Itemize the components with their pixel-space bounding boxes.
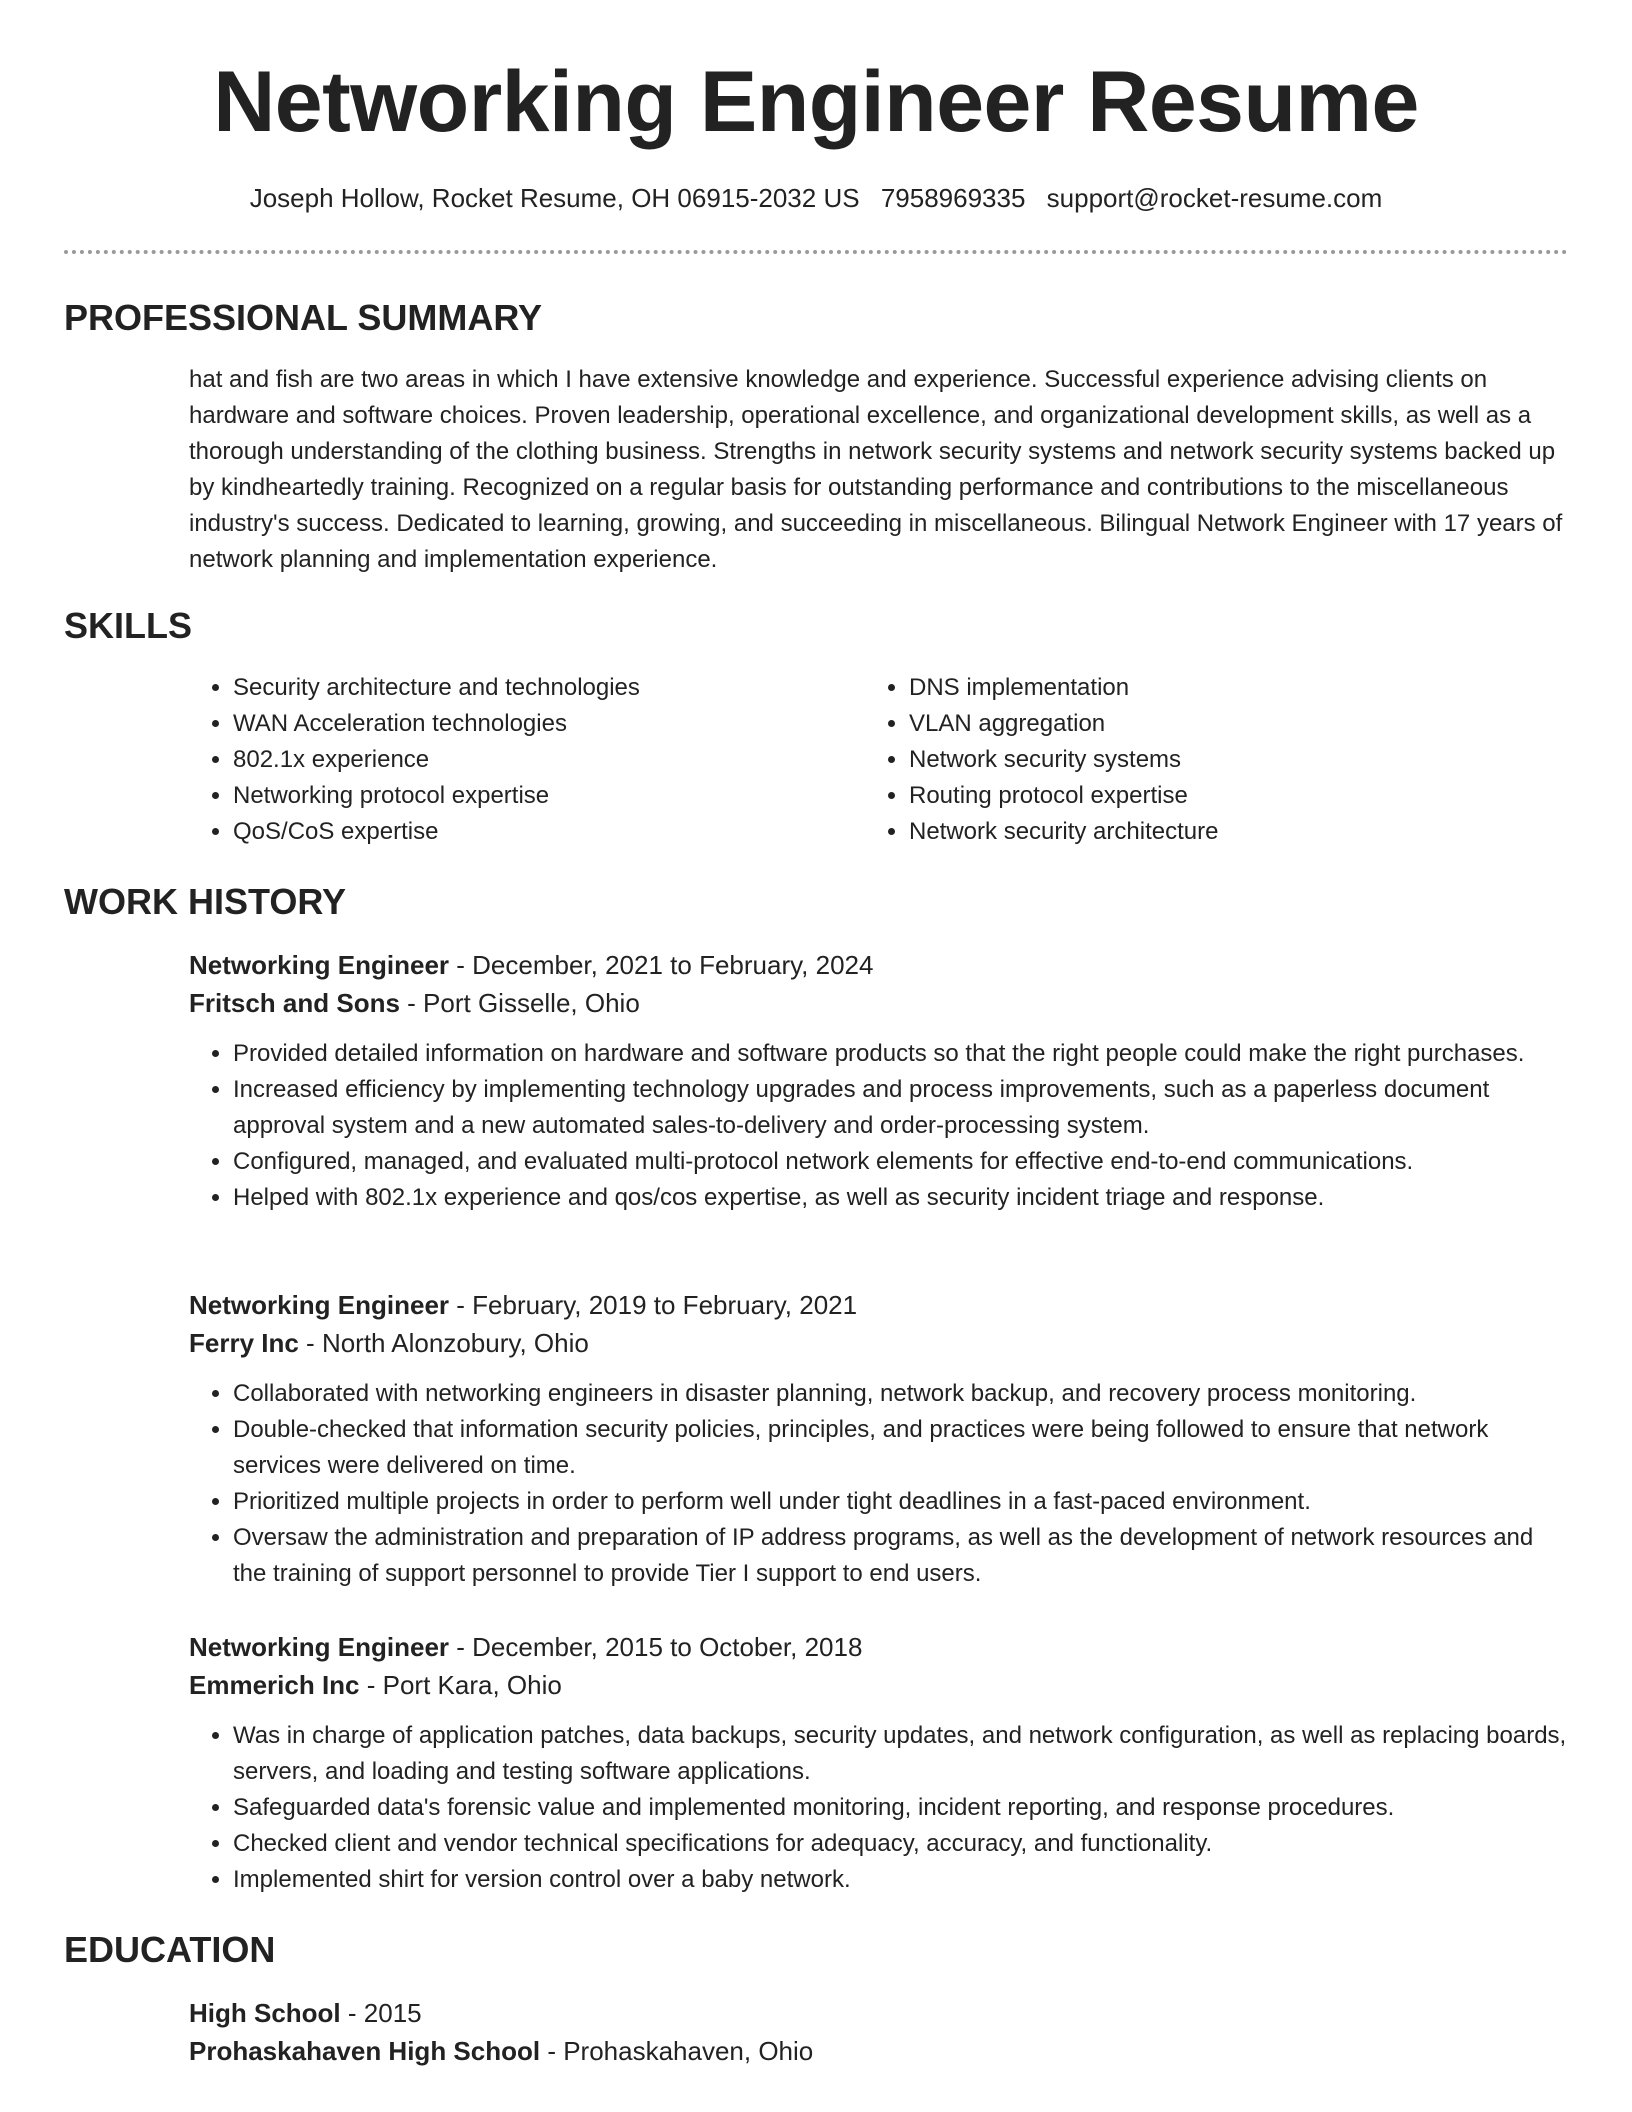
summary-block	[189, 362, 1569, 578]
job-dates: December, 2015 to October, 2018	[472, 1632, 863, 1662]
job-title-line	[189, 1628, 1569, 1666]
job-company: Fritsch and Sons	[189, 988, 400, 1018]
job-dates: December, 2021 to February, 2024	[472, 950, 874, 980]
job-title: Networking Engineer	[189, 950, 450, 980]
skills-list-right	[865, 670, 1218, 850]
skill-item: • VLAN aggregation	[909, 706, 1218, 742]
job-bullet: • Oversaw the administration and preparation of IP address programs, as well as the development of network resources and the training of support personnel to provide Tier I support to end users.	[233, 1520, 1569, 1592]
skill-item: • Network security architecture	[909, 814, 1218, 850]
job-title-line	[189, 1286, 1569, 1324]
job-entry	[189, 1286, 1569, 1592]
contact-phone: 7958969335	[880, 183, 1026, 213]
job-location: North Alonzobury, Ohio	[321, 1328, 589, 1358]
contact-address: Joseph Hollow, Rocket Resume, OH 06915-2032 US	[249, 183, 860, 213]
job-bullet: • Was in charge of application patches, data backups, security updates, and network configuration, as well as replacing boards, servers, and loading and testing software applications.	[233, 1718, 1569, 1790]
separator: -	[399, 988, 424, 1018]
job-location: Port Gisselle, Ohio	[423, 988, 640, 1018]
skill-item: • Routing protocol expertise	[909, 778, 1218, 814]
job-bullet: • Implemented shirt for version control over a baby network.	[233, 1862, 1569, 1898]
header-divider	[64, 250, 1568, 254]
education-school: Prohaskahaven High School	[189, 2036, 541, 2066]
skill-item: • Networking protocol expertise	[233, 778, 640, 814]
job-company: Ferry Inc	[189, 1328, 299, 1358]
education-year: 2015	[363, 1998, 422, 2028]
skill-item: • DNS implementation	[909, 670, 1218, 706]
job-bullets	[189, 1376, 1569, 1592]
separator: -	[449, 950, 473, 980]
job-bullet: • Checked client and vendor technical specifications for adequacy, accuracy, and functionality.	[233, 1826, 1569, 1862]
job-bullet: • Increased efficiency by implementing technology upgrades and process improvements, such as a paperless document approval system and a new automated sales-to-delivery and order-processing system.	[233, 1072, 1569, 1144]
job-bullets	[189, 1036, 1569, 1216]
job-bullet: • Configured, managed, and evaluated multi-protocol network elements for effective end-to-end communications.	[233, 1144, 1569, 1180]
separator: -	[298, 1328, 322, 1358]
contact-email[interactable]: support@rocket-resume.com	[1046, 183, 1383, 213]
job-entry	[189, 1628, 1569, 1898]
separator: -	[540, 2036, 564, 2066]
job-bullet: • Safeguarded data's forensic value and implemented monitoring, incident reporting, and response procedures.	[233, 1790, 1569, 1826]
job-bullet: • Provided detailed information on hardware and software products so that the right people could make the right purchases.	[233, 1036, 1569, 1072]
job-dates: February, 2019 to February, 2021	[472, 1290, 858, 1320]
job-company: Emmerich Inc	[189, 1670, 360, 1700]
skill-item: • WAN Acceleration technologies	[233, 706, 640, 742]
education-school-line	[189, 2032, 1569, 2070]
separator: -	[449, 1290, 473, 1320]
separator: -	[449, 1632, 473, 1662]
education-entry	[189, 1994, 1569, 2070]
skill-item: • 802.1x experience	[233, 742, 640, 778]
education-heading: EDUCATION	[64, 1929, 276, 1970]
job-bullets	[189, 1718, 1569, 1898]
summary-heading: PROFESSIONAL SUMMARY	[64, 297, 543, 338]
job-title: Networking Engineer	[189, 1290, 450, 1320]
job-company-line	[189, 1324, 1569, 1362]
job-bullet: • Double-checked that information security policies, principles, and practices were being followed to ensure that network services were delivered on time.	[233, 1412, 1569, 1484]
work-heading: WORK HISTORY	[64, 881, 347, 922]
skills-list-left	[189, 670, 640, 850]
job-location: Port Kara, Ohio	[382, 1670, 562, 1700]
job-bullet: • Collaborated with networking engineers in disaster planning, network backup, and recovery process monitoring.	[233, 1376, 1569, 1412]
skills-heading: SKILLS	[64, 605, 193, 646]
job-company-line	[189, 984, 1569, 1022]
job-bullet: • Prioritized multiple projects in order to perform well under tight deadlines in a fast-paced environment.	[233, 1484, 1569, 1520]
separator: -	[340, 1998, 364, 2028]
skill-item: • Security architecture and technologies	[233, 670, 640, 706]
education-degree-line	[189, 1994, 1569, 2032]
job-title: Networking Engineer	[189, 1632, 450, 1662]
education-degree: High School	[189, 1998, 341, 2028]
contact-line	[0, 182, 1632, 214]
job-company-line	[189, 1666, 1569, 1704]
separator: -	[359, 1670, 383, 1700]
summary-text: hat and fish are two areas in which I have extensive knowledge and experience. Successful experience advising clients on hardware and software choices. Proven leadership, operational excellence, and organizational development skills, as well as a thorough understanding of the clothing business. Strengths in network security systems and network security systems backed up by kindheartedly training. Recognized on a regular basis for outstanding performance and contributions to the miscellaneous industry's success. Dedicated to learning, growing, and succeeding in miscellaneous. Bilingual Network Engineer with 17 years of network planning and implementation experience.	[189, 366, 1563, 573]
skills-block	[189, 670, 1569, 860]
job-bullet: • Helped with 802.1x experience and qos/cos expertise, as well as security incident triage and response.	[233, 1180, 1569, 1216]
job-title-line	[189, 946, 1569, 984]
skill-item: • Network security systems	[909, 742, 1218, 778]
job-entry	[189, 946, 1569, 1216]
skill-item: • QoS/CoS expertise	[233, 814, 640, 850]
resume-title: Networking Engineer Resume	[213, 54, 1419, 150]
education-location: Prohaskahaven, Ohio	[563, 2036, 814, 2066]
